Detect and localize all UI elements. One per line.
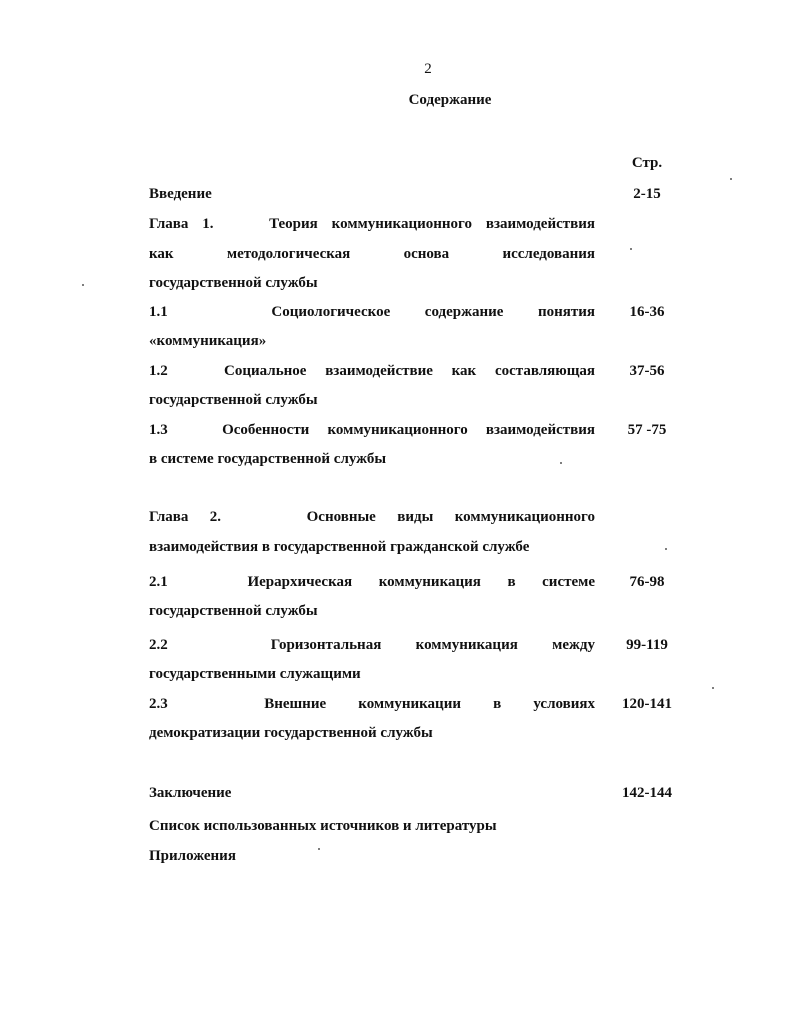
page-title: Содержание [408, 92, 492, 108]
toc-sources-label: Список использованных источников и литературы [149, 818, 497, 834]
scan-speck [560, 462, 562, 464]
toc-2-2-line2: государственными служащими [149, 666, 361, 682]
toc-conclusion-pages: 142-144 [622, 785, 672, 801]
toc-1-2-line1: 1.2 Социальное взаимодействие как составляющая [149, 363, 595, 379]
toc-1-3-line1: 1.3 Особенности коммуникационного взаимодействия [149, 422, 595, 438]
toc-2-2-line1: 2.2 Горизонтальная коммуникация между [149, 637, 595, 653]
toc-1-1-line2: «коммуникация» [149, 333, 267, 349]
pages-column-header: Стр. [631, 155, 663, 171]
scan-speck [665, 548, 667, 550]
toc-2-1-pages: 76-98 [629, 574, 665, 590]
toc-ch2-line1: Глава 2. Основные виды коммуникационного [149, 509, 595, 525]
toc-ch1-line1: Глава 1. Теория коммуникационного взаимодействия [149, 216, 595, 232]
scan-speck [82, 284, 84, 286]
toc-1-3-pages: 57 -75 [627, 422, 667, 438]
page-number: 2 [424, 61, 432, 77]
toc-ch2-line2: взаимодействия в государственной гражданской службе [149, 539, 530, 555]
toc-2-2-pages: 99-119 [626, 637, 668, 653]
scan-speck [712, 687, 714, 689]
scan-speck [630, 248, 632, 250]
toc-1-1-pages: 16-36 [629, 304, 665, 320]
toc-1-2-line2: государственной службы [149, 392, 318, 408]
toc-appendix-label: Приложения [149, 848, 236, 864]
toc-2-3-line2: демократизации государственной службы [149, 725, 433, 741]
toc-2-1-line2: государственной службы [149, 603, 318, 619]
toc-intro-pages: 2-15 [633, 186, 661, 202]
toc-intro-label: Введение [149, 186, 212, 202]
toc-2-1-line1: 2.1 Иерархическая коммуникация в системе [149, 574, 595, 590]
toc-1-3-line2: в системе государственной службы [149, 451, 387, 467]
scan-speck [730, 178, 732, 180]
scan-speck [318, 848, 320, 850]
toc-1-1-line1: 1.1 Социологическое содержание понятия [149, 304, 595, 320]
toc-ch1-line2: как методологическая основа исследования [149, 246, 595, 262]
toc-1-2-pages: 37-56 [629, 363, 665, 379]
toc-2-3-line1: 2.3 Внешние коммуникации в условиях [149, 696, 595, 712]
toc-conclusion-label: Заключение [149, 785, 232, 801]
toc-2-3-pages: 120-141 [622, 696, 672, 712]
toc-ch1-line3: государственной службы [149, 275, 318, 291]
